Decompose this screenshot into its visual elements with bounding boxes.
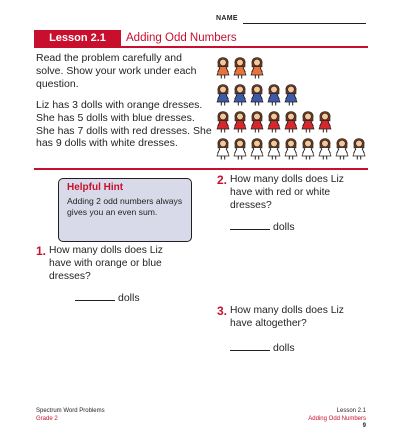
doll-icon [215,137,231,161]
name-line[interactable] [243,23,366,24]
page-number: 9 [362,423,366,429]
hint-title: Helpful Hint [67,182,124,193]
doll-row-white [215,137,367,159]
lesson-tag: Lesson 2.1 [34,30,121,46]
answer-3 [230,341,295,354]
footer-lesson: Lesson 2.1 [336,408,366,414]
doll-icon [283,137,299,161]
question-text: How many dolls does Liz have with orange or blue dresses? [49,245,163,282]
instructions: Read the problem carefully and solve. Show your work under each question. [36,52,197,90]
name-label: NAME [216,15,238,22]
doll-icon [249,137,265,161]
lesson-banner [34,30,368,48]
answer-1 [75,291,140,304]
doll-row-blue [215,83,299,105]
doll-icon [232,110,248,134]
hint-text: Adding 2 odd numbers always gives you an even sum. [67,196,183,217]
footer-grade: Grade 2 [36,415,58,422]
helpful-hint-box [58,178,192,242]
footer-book: Spectrum Word Problems [36,408,105,414]
doll-row-orange [215,56,265,78]
problem-text: Liz has 3 dolls with orange dresses. She has 5 dolls with blue dresses. She has 7 dolls with red dresses. She has 9 dolls with white dresses. [36,99,212,150]
answer-unit: dolls [273,221,295,233]
answer-unit: dolls [273,342,295,354]
footer-left [36,408,105,423]
answer-2 [230,220,295,233]
doll-icon [249,110,265,134]
footer-right [308,408,366,431]
lesson-title: Adding Odd Numbers [126,32,237,44]
doll-icon [266,83,282,107]
doll-icon [215,83,231,107]
doll-icon [249,56,265,80]
section-divider [34,168,368,170]
question-number: 1. [36,244,47,258]
doll-icon [351,137,367,161]
doll-icon [232,137,248,161]
question-number: 2. [217,173,228,187]
question-text: How many dolls does Liz have with red or white dresses? [230,174,344,211]
question-text: How many dolls does Liz have altogether? [230,305,344,329]
question-2 [217,173,355,212]
question-number: 3. [217,304,228,318]
answer-blank[interactable] [230,341,270,351]
doll-icon [300,110,316,134]
doll-icon [215,110,231,134]
doll-icon [317,110,333,134]
answer-blank[interactable] [75,291,115,301]
dolls-illustration [215,56,375,164]
answer-unit: dolls [118,292,140,304]
doll-icon [300,137,316,161]
doll-row-red [215,110,333,132]
doll-icon [283,83,299,107]
question-1 [36,244,179,283]
doll-icon [317,137,333,161]
question-3 [217,304,355,331]
doll-icon [266,110,282,134]
footer-lesson-title: Adding Odd Numbers [308,415,366,422]
doll-icon [266,137,282,161]
doll-icon [215,56,231,80]
doll-icon [232,83,248,107]
answer-blank[interactable] [230,220,270,230]
doll-icon [232,56,248,80]
doll-icon [334,137,350,161]
name-field [216,15,366,27]
doll-icon [283,110,299,134]
doll-icon [249,83,265,107]
